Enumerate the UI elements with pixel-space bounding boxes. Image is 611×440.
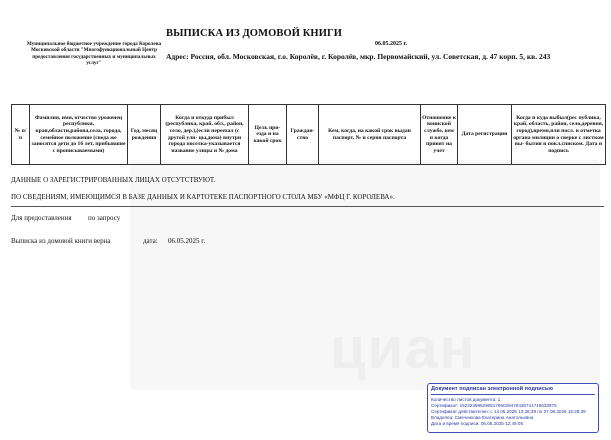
col-header-purpose: Цель при- езда и на какой срок <box>249 105 287 165</box>
electronic-signature-stamp <box>427 383 599 433</box>
stamp-divider <box>431 394 595 395</box>
address-line: Адрес: Россия, обл. Московская, г.о. Королёв, г. Королёв, мкр. Первомайский, ул. Советская, д. 47 корп. 5, кв. 243 <box>166 52 551 61</box>
organization-name: Муниципальное бюджетное учреждение города Королева Московской области "Многофункциональный Центр предоставления государственных и муниципальных услуг" <box>26 41 162 67</box>
watermark-logo: циан <box>330 316 477 381</box>
col-header-citizenship: Граждан- ство <box>287 105 319 165</box>
verify-label: Выписка из домовой книги верна <box>11 237 111 245</box>
table-header-row <box>12 105 606 165</box>
provision-label: Для предоставления <box>11 214 72 222</box>
source-info-text: ПО СВЕДЕНИЯМ, ИМЕЮЩИМСЯ В БАЗЕ ДАННЫХ И КАРТОТЕКЕ ПАСПОРТНОГО СТОЛА МБУ «МФЦ Г. КОРОЛЕВА». <box>11 193 395 201</box>
col-header-birth: Год, месяц рождения <box>128 105 161 165</box>
document-title: ВЫПИСКА ИЗ ДОМОВОЙ КНИГИ <box>166 28 343 39</box>
no-registered-text: ДАННЫЕ О ЗАРЕГИСТРИРОВАННЫХ ЛИЦАХ ОТСУТСТВУЮТ. <box>11 176 216 184</box>
stamp-line-certificate: Сертификат: 15242398529051786028478436741719633875 <box>431 403 557 408</box>
col-header-number: № п/п <box>12 105 30 165</box>
col-header-registration-date: Дата регистрации <box>458 105 512 165</box>
stamp-line-pages: Количество листов документа: 1 <box>431 397 501 402</box>
stamp-line-signed-at: Дата и время подписи: 06.05.2025 12:49:05 <box>431 421 524 426</box>
col-header-arrival: Когда и откуда прибыл (республика, край, обл., район, село, дер.),(если переехал (с другой ули- цы,дома) внутри города поселка-указывается название улицы и № дома <box>161 105 249 165</box>
house-book-table <box>11 104 606 165</box>
verify-date-label: дата: <box>143 237 158 245</box>
divider <box>11 206 604 207</box>
verify-date-value: 06.05.2025 г. <box>168 237 206 245</box>
stamp-line-owner: Владелец: Смеченкова Екатерина Анатольевна <box>431 415 534 420</box>
col-header-full-name: Фамилия, имя, отчество уроженец республики, края,области,района,села, города, семейное положение (сведа же заносятся дети до 16 лет, прибывшие с прописываемыми) <box>30 105 128 165</box>
stamp-line-validity: Сертификат действителен: с 14.05.2025 13:28:39 по 07.08.2026 15:28:39 <box>431 409 586 414</box>
document-date: 06.05.2025 г. <box>375 41 408 47</box>
provision-value: по запросу <box>88 214 121 222</box>
col-header-military: Отношение к воинской службе, кем и когда принят на учет <box>421 105 458 165</box>
stamp-header: Документ подписан электронной подписью <box>431 386 554 392</box>
col-header-passport: Кем, когда, на какой срок выдан паспорт, № и серия паспорта <box>319 105 421 165</box>
col-header-departure: Когда и куда выбыл(рес публика, край, область, район, село,деревня, город),время,или посл. и отметка органа милиции о сверке с листком вы- бытия и покл.списком. Дата и подпись <box>512 105 606 165</box>
